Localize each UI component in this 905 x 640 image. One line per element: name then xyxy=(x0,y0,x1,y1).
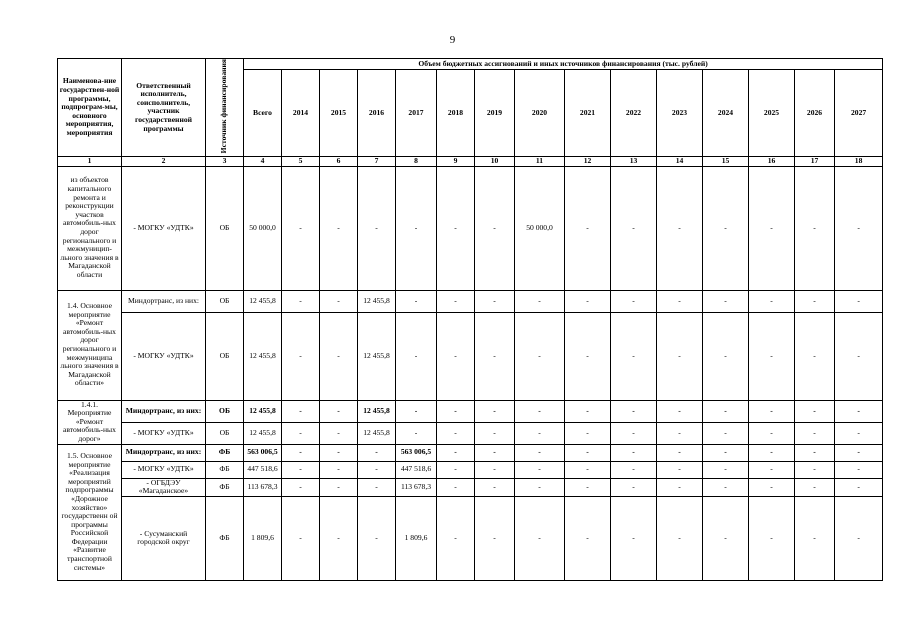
row-value: - xyxy=(835,422,883,444)
row-value: - xyxy=(611,478,657,496)
column-number: 11 xyxy=(515,156,565,166)
header-year: 2016 xyxy=(358,70,396,157)
header-year: 2025 xyxy=(749,70,795,157)
row-total: 1 809,6 xyxy=(244,496,282,580)
table-row xyxy=(58,400,883,422)
row-value: - xyxy=(749,444,795,461)
row-value: - xyxy=(703,166,749,290)
row-value: - xyxy=(282,400,320,422)
column-number: 14 xyxy=(657,156,703,166)
row-value: - xyxy=(437,166,475,290)
header-source xyxy=(206,59,244,157)
row-value: - xyxy=(835,496,883,580)
column-number: 6 xyxy=(320,156,358,166)
row-value: - xyxy=(657,422,703,444)
row-executor: - МОГКУ «УДТК» xyxy=(122,461,206,478)
row-value: - xyxy=(749,166,795,290)
row-value: 50 000,0 xyxy=(515,166,565,290)
row-value: - xyxy=(703,478,749,496)
row-value: - xyxy=(475,422,515,444)
row-value: - xyxy=(835,400,883,422)
row-value: - xyxy=(657,312,703,400)
row-value: - xyxy=(795,166,835,290)
row-value: 447 518,6 xyxy=(396,461,437,478)
row-total: 50 000,0 xyxy=(244,166,282,290)
row-value: - xyxy=(396,290,437,312)
column-number: 15 xyxy=(703,156,749,166)
header-name: Наименова-ние государствен-ной программы, подпрограм-мы, основного мероприятия, мероприятия xyxy=(58,59,122,157)
row-value: - xyxy=(657,444,703,461)
row-value: - xyxy=(320,478,358,496)
column-number: 8 xyxy=(396,156,437,166)
row-executor: - МОГКУ «УДТК» xyxy=(122,166,206,290)
header-volume: Объем бюджетных ассигнований и иных источников финансирования (тыс. рублей) xyxy=(244,59,883,70)
row-source: ФБ xyxy=(206,444,244,461)
row-value: - xyxy=(835,166,883,290)
row-value: - xyxy=(795,290,835,312)
row-executor: - Сусуманский городской округ xyxy=(122,496,206,580)
row-value: - xyxy=(396,166,437,290)
budget-table xyxy=(57,58,883,581)
row-value: - xyxy=(437,444,475,461)
page-number: 9 xyxy=(449,34,456,46)
row-value: - xyxy=(657,400,703,422)
row-value: - xyxy=(835,290,883,312)
row-value: - xyxy=(795,461,835,478)
row-value: - xyxy=(515,478,565,496)
row-value: - xyxy=(515,422,565,444)
row-value: 1 809,6 xyxy=(396,496,437,580)
row-value: - xyxy=(749,400,795,422)
row-value: - xyxy=(657,461,703,478)
row-executor: Миндортранс, из них: xyxy=(122,400,206,422)
row-value: - xyxy=(282,461,320,478)
row-value: - xyxy=(475,478,515,496)
header-year: 2024 xyxy=(703,70,749,157)
row-total: 12 455,8 xyxy=(244,400,282,422)
row-value: - xyxy=(515,312,565,400)
header-year: 2021 xyxy=(565,70,611,157)
table-row xyxy=(58,461,883,478)
row-executor: - ОГБДЭУ «Магаданское» xyxy=(122,478,206,496)
header-year: 2015 xyxy=(320,70,358,157)
row-source: ФБ xyxy=(206,496,244,580)
column-number: 9 xyxy=(437,156,475,166)
row-value: - xyxy=(475,444,515,461)
row-value: - xyxy=(437,422,475,444)
row-value: - xyxy=(835,312,883,400)
row-value: - xyxy=(565,444,611,461)
row-executor: - МОГКУ «УДТК» xyxy=(122,312,206,400)
row-name: 1.5. Основное мероприятие «Реализация мероприятий подпрограммы «Дорожное хозяйство» государственн ой программы Российской Федерации «Развитие транспортной системы» xyxy=(58,444,122,580)
column-number: 2 xyxy=(122,156,206,166)
row-value: 12 455,8 xyxy=(358,312,396,400)
row-value: - xyxy=(703,312,749,400)
row-value: - xyxy=(396,422,437,444)
row-executor: - МОГКУ «УДТК» xyxy=(122,422,206,444)
column-number: 5 xyxy=(282,156,320,166)
row-source: ОБ xyxy=(206,290,244,312)
row-value: - xyxy=(396,400,437,422)
row-value: - xyxy=(703,461,749,478)
row-value: - xyxy=(611,166,657,290)
row-value: - xyxy=(515,461,565,478)
header-executor: Ответственный исполнитель, соисполнитель, участник государственной программы xyxy=(122,59,206,157)
header-year: 2026 xyxy=(795,70,835,157)
column-number: 3 xyxy=(206,156,244,166)
header-year: 2022 xyxy=(611,70,657,157)
table-row xyxy=(58,422,883,444)
row-value: - xyxy=(749,422,795,444)
row-value: - xyxy=(795,400,835,422)
row-value: - xyxy=(565,422,611,444)
row-value: - xyxy=(835,461,883,478)
row-value: - xyxy=(320,461,358,478)
row-value: 113 678,3 xyxy=(396,478,437,496)
row-value: 12 455,8 xyxy=(358,422,396,444)
row-value: - xyxy=(282,312,320,400)
row-total: 447 518,6 xyxy=(244,461,282,478)
row-value: - xyxy=(320,444,358,461)
row-value: - xyxy=(565,496,611,580)
row-value: - xyxy=(611,496,657,580)
header-year: 2020 xyxy=(515,70,565,157)
row-value: - xyxy=(611,290,657,312)
column-number: 10 xyxy=(475,156,515,166)
row-value: - xyxy=(437,400,475,422)
header-year: 2014 xyxy=(282,70,320,157)
row-value: - xyxy=(749,290,795,312)
row-value: - xyxy=(475,496,515,580)
row-value: - xyxy=(749,496,795,580)
row-value: - xyxy=(358,444,396,461)
table-row xyxy=(58,496,883,580)
header-year: 2023 xyxy=(657,70,703,157)
row-value: - xyxy=(282,290,320,312)
row-value: - xyxy=(475,400,515,422)
row-source: ФБ xyxy=(206,478,244,496)
row-value: - xyxy=(515,290,565,312)
row-source: ОБ xyxy=(206,400,244,422)
column-number: 17 xyxy=(795,156,835,166)
row-value: - xyxy=(565,400,611,422)
row-value: - xyxy=(358,461,396,478)
header-year: 2027 xyxy=(835,70,883,157)
header-source-text: Источник финансирования xyxy=(219,59,229,154)
row-value: - xyxy=(565,478,611,496)
row-value: - xyxy=(611,400,657,422)
header-year: 2017 xyxy=(396,70,437,157)
row-value: - xyxy=(749,478,795,496)
row-value: - xyxy=(657,166,703,290)
row-value: - xyxy=(320,166,358,290)
row-value: - xyxy=(795,444,835,461)
row-value: - xyxy=(320,312,358,400)
row-value: - xyxy=(749,312,795,400)
row-value: - xyxy=(515,496,565,580)
row-value: - xyxy=(475,166,515,290)
row-value: - xyxy=(565,166,611,290)
row-value: - xyxy=(437,496,475,580)
row-value: - xyxy=(611,444,657,461)
table-row xyxy=(58,290,883,312)
row-value: - xyxy=(396,312,437,400)
row-value: - xyxy=(320,496,358,580)
row-value: 563 006,5 xyxy=(396,444,437,461)
row-value: - xyxy=(795,496,835,580)
header-year: 2018 xyxy=(437,70,475,157)
row-executor: Миндортранс, из них: xyxy=(122,444,206,461)
row-value: - xyxy=(657,496,703,580)
row-source: ОБ xyxy=(206,166,244,290)
row-value: - xyxy=(565,290,611,312)
row-source: ОБ xyxy=(206,312,244,400)
row-value: - xyxy=(703,444,749,461)
row-value: - xyxy=(437,290,475,312)
row-value: - xyxy=(835,478,883,496)
column-number: 7 xyxy=(358,156,396,166)
row-value: - xyxy=(565,312,611,400)
row-name: 1.4.1. Мероприятие «Ремонт автомобиль-ных дорог» xyxy=(58,400,122,444)
row-total: 113 678,3 xyxy=(244,478,282,496)
row-value: - xyxy=(437,478,475,496)
row-value: - xyxy=(358,478,396,496)
row-value: - xyxy=(282,166,320,290)
column-number: 12 xyxy=(565,156,611,166)
row-value: - xyxy=(320,422,358,444)
table-row xyxy=(58,166,883,290)
table-row xyxy=(58,312,883,400)
row-value: - xyxy=(835,444,883,461)
table-row xyxy=(58,478,883,496)
row-value: - xyxy=(703,422,749,444)
row-value: - xyxy=(795,422,835,444)
row-value: - xyxy=(611,312,657,400)
row-value: - xyxy=(611,422,657,444)
row-value: - xyxy=(437,312,475,400)
row-value: - xyxy=(282,444,320,461)
header-total: Всего xyxy=(244,70,282,157)
row-value: - xyxy=(358,166,396,290)
row-executor: Миндортранс, из них: xyxy=(122,290,206,312)
row-name: из объектов капитального ремонта и реконструкции участков автомобиль-ных дорог регионального и межмуницип-льного значения в Магаданской области xyxy=(58,166,122,290)
row-total: 12 455,8 xyxy=(244,290,282,312)
row-value: - xyxy=(475,290,515,312)
row-name: 1.4. Основное мероприятие «Ремонт автомобиль-ных дорог регионального и межмуниципа льного значения в Магаданской области» xyxy=(58,290,122,400)
row-value: - xyxy=(282,478,320,496)
column-number: 18 xyxy=(835,156,883,166)
row-value: 12 455,8 xyxy=(358,290,396,312)
row-value: - xyxy=(611,461,657,478)
row-source: ФБ xyxy=(206,461,244,478)
row-source: ОБ xyxy=(206,422,244,444)
row-value: - xyxy=(657,290,703,312)
row-value: 12 455,8 xyxy=(358,400,396,422)
row-value: - xyxy=(437,461,475,478)
row-value: - xyxy=(320,400,358,422)
row-value: - xyxy=(703,290,749,312)
row-value: - xyxy=(358,496,396,580)
row-value: - xyxy=(475,312,515,400)
row-value: - xyxy=(282,496,320,580)
row-value: - xyxy=(749,461,795,478)
row-total: 12 455,8 xyxy=(244,422,282,444)
column-number: 16 xyxy=(749,156,795,166)
row-value: - xyxy=(515,400,565,422)
column-number: 4 xyxy=(244,156,282,166)
column-number: 13 xyxy=(611,156,657,166)
row-value: - xyxy=(515,444,565,461)
row-value: - xyxy=(320,290,358,312)
row-total: 12 455,8 xyxy=(244,312,282,400)
row-value: - xyxy=(565,461,611,478)
table-row xyxy=(58,444,883,461)
column-number: 1 xyxy=(58,156,122,166)
row-total: 563 006,5 xyxy=(244,444,282,461)
row-value: - xyxy=(703,400,749,422)
row-value: - xyxy=(657,478,703,496)
row-value: - xyxy=(795,312,835,400)
row-value: - xyxy=(703,496,749,580)
row-value: - xyxy=(795,478,835,496)
row-value: - xyxy=(475,461,515,478)
header-year: 2019 xyxy=(475,70,515,157)
row-value: - xyxy=(282,422,320,444)
